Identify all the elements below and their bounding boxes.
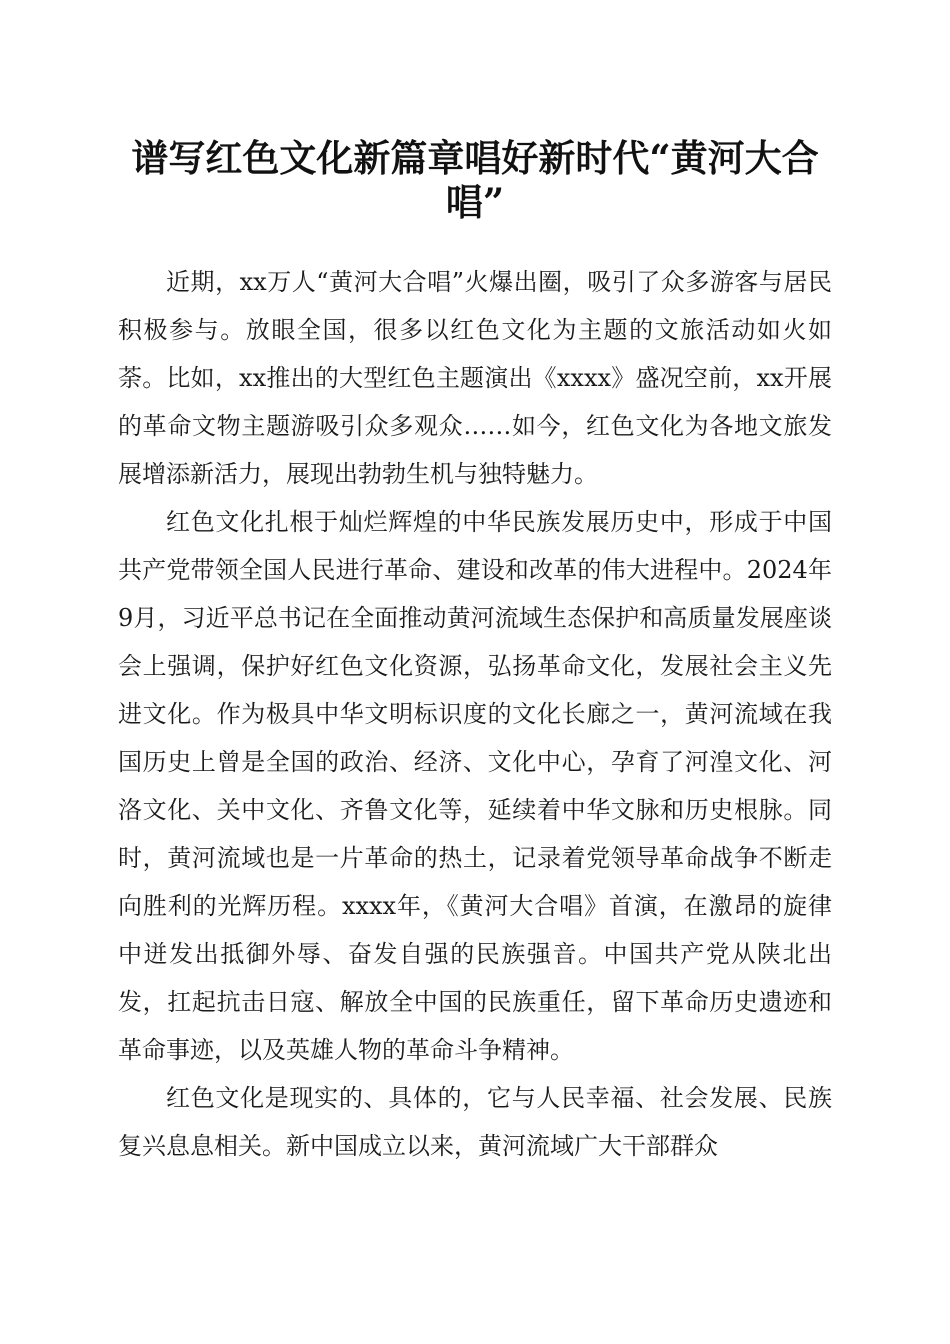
page-title: 谱写红色文化新篇章唱好新时代“黄河大合唱” — [131, 136, 819, 224]
paragraph-2: 红色文化扎根于灿烂辉煌的中华民族发展历史中，形成于中国共产党带领全国人民进行革命、建设和改革的伟大进程中。2024年9月，习近平总书记在全面推动黄河流域生态保护和高质量发展座谈会上强调，保护好红色文化资源，弘扬革命文化，发展社会主义先进文化。作为极具中华文明标识度的文化长廊之一，黄河流域在我国历史上曾是全国的政治、经济、文化中心，孕育了河湟文化、河洛文化、关中文化、齐鲁文化等，延续着中华文脉和历史根脉。同时，黄河流域也是一片革命的热土，记录着党领导革命战争不断走向胜利的光辉历程。xxxx年，《黄河大合唱》首演，在激昂的旋律中迸发出抵御外辱、奋发自强的民族强音。中国共产党从陕北出发，扛起抗击日寇、解放全中国的民族重任，留下革命历史遗迹和革命事迹，以及英雄人物的革命斗争精神。 — [118, 508, 832, 1064]
paragraph-3: 红色文化是现实的、具体的，它与人民幸福、社会发展、民族复兴息息相关。新中国成立以来，黄河流域广大干部群众 — [118, 1084, 832, 1160]
paragraph-1: 近期，xx万人“黄河大合唱”火爆出圈，吸引了众多游客与居民积极参与。放眼全国，很多以红色文化为主题的文旅活动如火如荼。比如，xx推出的大型红色主题演出《xxxx》盛况空前，xx开展的革命文物主题游吸引众多观众……如今，红色文化为各地文旅发展增添新活力，展现出勃勃生机与独特魅力。 — [118, 268, 832, 488]
article-body — [118, 258, 832, 1170]
